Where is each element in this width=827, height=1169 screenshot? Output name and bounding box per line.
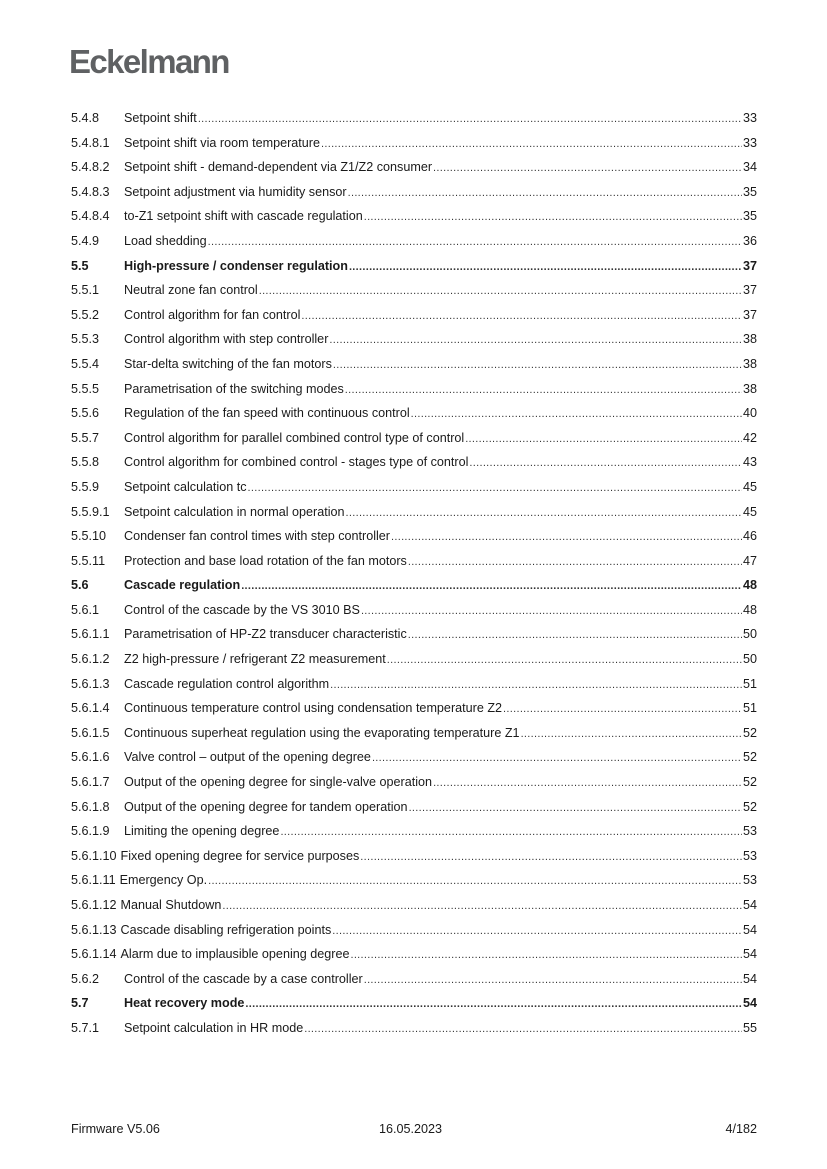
toc-section-title[interactable]: Setpoint calculation in HR mode xyxy=(124,1020,304,1035)
toc-page-number[interactable]: 54 xyxy=(742,947,757,962)
toc-dot-leader xyxy=(248,479,742,497)
toc-section-title[interactable]: Control of the cascade by the VS 3010 BS xyxy=(124,602,360,617)
toc-entry[interactable] xyxy=(71,527,757,552)
toc-section-title[interactable]: Load shedding xyxy=(124,233,207,248)
toc-page-number[interactable]: 54 xyxy=(742,922,757,937)
toc-entry[interactable] xyxy=(71,183,757,208)
toc-page-number[interactable]: 40 xyxy=(742,406,757,421)
toc-dot-leader xyxy=(350,946,742,964)
toc-section-number: 5.6.1.11 xyxy=(71,873,116,888)
toc-dot-leader xyxy=(198,110,742,128)
toc-section-number: 5.6.1.5 xyxy=(71,725,110,740)
toc-section-number: 5.4.8 xyxy=(71,111,100,125)
toc-section-title[interactable]: Emergency Op. xyxy=(119,873,208,888)
toc-section-title[interactable]: Setpoint adjustment via humidity sensor xyxy=(124,184,347,199)
toc-section-number: 5.5.5 xyxy=(71,381,100,396)
toc-section-number: 5.5.2 xyxy=(71,307,100,322)
toc-page-number[interactable]: 38 xyxy=(742,381,757,396)
toc-section-number: 5.6.1.1 xyxy=(71,627,110,642)
toc-dot-leader xyxy=(222,897,742,915)
toc-page-number[interactable]: 50 xyxy=(742,652,757,667)
toc-section-number: 5.7.1 xyxy=(71,1020,100,1035)
toc-page-number[interactable]: 52 xyxy=(742,725,757,740)
toc-page-number[interactable]: 53 xyxy=(742,824,757,839)
toc-entry[interactable] xyxy=(71,945,757,970)
toc-dot-leader xyxy=(348,184,742,202)
toc-section-number: 5.6.1.10 xyxy=(71,848,117,863)
toc-section-title[interactable]: Alarm due to implausible opening degree xyxy=(120,947,350,962)
toc-dot-leader xyxy=(469,454,742,472)
toc-dot-leader xyxy=(408,626,742,644)
toc-entry[interactable] xyxy=(71,773,757,798)
toc-entry[interactable] xyxy=(71,601,757,626)
table-of-contents xyxy=(71,109,757,1044)
toc-section-title[interactable]: Parametrisation of HP-Z2 transducer characteristic xyxy=(124,627,407,642)
toc-entry[interactable] xyxy=(71,625,757,650)
toc-section-number: 5.5.4 xyxy=(71,356,100,371)
toc-page-number[interactable]: 37 xyxy=(742,258,757,273)
toc-page-number[interactable]: 47 xyxy=(742,553,757,568)
toc-entry[interactable] xyxy=(71,404,757,429)
toc-dot-leader xyxy=(346,504,742,522)
toc-section-number: 5.5.9.1 xyxy=(71,504,110,519)
toc-dot-leader xyxy=(521,725,742,743)
toc-entry[interactable] xyxy=(71,970,757,995)
toc-dot-leader xyxy=(241,577,742,595)
toc-page-number[interactable]: 33 xyxy=(742,135,757,150)
toc-section-title[interactable]: Control algorithm for combined control - stages type of control xyxy=(124,455,469,470)
toc-entry[interactable] xyxy=(71,478,757,503)
toc-section-number: 5.6.1.12 xyxy=(71,898,117,912)
toc-page-number[interactable]: 51 xyxy=(742,676,757,691)
toc-page-number[interactable]: 33 xyxy=(742,111,757,125)
toc-section-title[interactable]: Setpoint shift - demand-dependent via Z1/Z2 consumer xyxy=(124,160,433,175)
toc-page-number[interactable]: 48 xyxy=(742,602,757,617)
toc-entry[interactable] xyxy=(71,503,757,528)
toc-dot-leader xyxy=(409,799,742,817)
toc-section-title[interactable]: Control algorithm for parallel combined control type of control xyxy=(124,430,465,445)
toc-dot-leader xyxy=(372,749,742,767)
toc-dot-leader xyxy=(333,356,742,374)
toc-page-number[interactable]: 38 xyxy=(742,332,757,347)
toc-section-title[interactable]: Continuous superheat regulation using the evaporating temperature Z1 xyxy=(124,725,520,740)
toc-section-title[interactable]: Valve control – output of the opening degree xyxy=(124,750,371,765)
firmware-version: Firmware V5.06 xyxy=(71,1122,160,1136)
toc-section-title[interactable]: Regulation of the fan speed with continuous control xyxy=(124,406,410,421)
toc-dot-leader xyxy=(349,258,742,276)
toc-section-number: 5.6.1.3 xyxy=(71,676,110,691)
toc-entry[interactable] xyxy=(71,134,757,159)
toc-entry[interactable] xyxy=(71,1019,757,1044)
toc-section-title[interactable]: Output of the opening degree for single-valve operation xyxy=(124,775,433,790)
toc-section-title[interactable]: Heat recovery mode xyxy=(124,996,245,1011)
toc-section-number: 5.6.1.7 xyxy=(71,775,110,790)
toc-entry[interactable] xyxy=(71,330,757,355)
toc-section-title[interactable]: Protection and base load rotation of the fan motors xyxy=(124,553,407,568)
toc-dot-leader xyxy=(465,430,742,448)
toc-section-number: 5.6 xyxy=(71,578,89,593)
toc-entry[interactable] xyxy=(71,158,757,183)
toc-entry[interactable] xyxy=(71,207,757,232)
toc-dot-leader xyxy=(345,381,742,399)
toc-section-title[interactable]: Star-delta switching of the fan motors xyxy=(124,356,332,371)
toc-page-number[interactable]: 34 xyxy=(742,160,757,175)
toc-section-number: 5.5.7 xyxy=(71,430,100,445)
toc-section-number: 5.4.9 xyxy=(71,233,100,248)
toc-entry[interactable] xyxy=(71,429,757,454)
toc-dot-leader xyxy=(361,602,742,620)
toc-page-number[interactable]: 38 xyxy=(742,356,757,371)
toc-dot-leader xyxy=(433,774,742,792)
toc-entry[interactable] xyxy=(71,847,757,872)
toc-entry[interactable] xyxy=(71,871,757,896)
toc-entry[interactable] xyxy=(71,699,757,724)
toc-page-number[interactable]: 37 xyxy=(742,283,757,298)
toc-section-title[interactable]: Parametrisation of the switching modes xyxy=(124,381,344,396)
toc-entry[interactable] xyxy=(71,552,757,577)
toc-page-number[interactable]: 52 xyxy=(742,775,757,790)
toc-section-number: 5.6.2 xyxy=(71,971,100,986)
toc-section-number: 5.4.8.3 xyxy=(71,184,110,199)
toc-dot-leader xyxy=(280,823,742,841)
toc-entry[interactable] xyxy=(71,724,757,749)
toc-section-number: 5.5.11 xyxy=(71,553,106,568)
toc-page-number[interactable]: 55 xyxy=(742,1020,757,1035)
toc-dot-leader xyxy=(408,553,742,571)
toc-page-number[interactable]: 36 xyxy=(742,233,757,248)
page-number: 4/182 xyxy=(725,1122,757,1136)
toc-entry[interactable] xyxy=(71,257,757,282)
toc-section-title[interactable]: to-Z1 setpoint shift with cascade regulation xyxy=(124,209,363,224)
toc-dot-leader xyxy=(321,135,742,153)
toc-page-number[interactable]: 54 xyxy=(742,996,757,1011)
toc-section-title[interactable]: Manual Shutdown xyxy=(120,898,222,912)
toc-entry[interactable] xyxy=(71,921,757,946)
toc-page-number[interactable]: 51 xyxy=(742,701,757,716)
toc-dot-leader xyxy=(259,282,742,300)
toc-section-title[interactable]: Control of the cascade by a case controller xyxy=(124,971,363,986)
toc-page-number[interactable]: 54 xyxy=(742,898,757,912)
toc-dot-leader xyxy=(503,700,742,718)
toc-entry[interactable] xyxy=(71,650,757,675)
toc-section-title[interactable]: Limiting the opening degree xyxy=(124,824,280,839)
toc-page-number[interactable]: 52 xyxy=(742,750,757,765)
toc-page-number[interactable]: 35 xyxy=(742,209,757,224)
toc-section-title[interactable]: High-pressure / condenser regulation xyxy=(124,258,348,273)
toc-section-title[interactable]: Setpoint shift via room temperature xyxy=(124,135,320,150)
toc-entry[interactable] xyxy=(71,380,757,405)
toc-page-number[interactable]: 46 xyxy=(742,529,757,544)
toc-entry[interactable] xyxy=(71,355,757,380)
toc-entry[interactable] xyxy=(71,748,757,773)
toc-section-number: 5.4.8.1 xyxy=(71,135,110,150)
toc-entry[interactable] xyxy=(71,281,757,306)
toc-section-title[interactable]: Setpoint calculation in normal operation xyxy=(124,504,345,519)
toc-entry[interactable] xyxy=(71,822,757,847)
toc-dot-leader xyxy=(364,208,742,226)
toc-page-number[interactable]: 35 xyxy=(742,184,757,199)
toc-dot-leader xyxy=(360,848,742,866)
toc-entry[interactable] xyxy=(71,453,757,478)
toc-section-title[interactable]: Control algorithm with step controller xyxy=(124,332,329,347)
toc-page-number[interactable]: 53 xyxy=(742,873,757,888)
toc-section-title[interactable]: Control algorithm for fan control xyxy=(124,307,301,322)
toc-dot-leader xyxy=(208,872,742,890)
toc-section-number: 5.5.10 xyxy=(71,529,107,544)
toc-section-title[interactable]: Cascade disabling refrigeration points xyxy=(120,922,332,937)
toc-entry[interactable] xyxy=(71,306,757,331)
toc-dot-leader xyxy=(364,971,742,989)
toc-page-number[interactable]: 43 xyxy=(742,455,757,470)
toc-section-title[interactable]: Z2 high-pressure / refrigerant Z2 measurement xyxy=(124,652,386,667)
toc-entry[interactable] xyxy=(71,798,757,823)
toc-section-title[interactable]: Fixed opening degree for service purposes xyxy=(120,848,360,863)
toc-dot-leader xyxy=(411,405,742,423)
toc-entry[interactable] xyxy=(71,896,757,921)
toc-section-number: 5.5.6 xyxy=(71,406,100,421)
toc-section-number: 5.7 xyxy=(71,996,89,1011)
toc-section-title[interactable]: Cascade regulation xyxy=(124,578,241,593)
toc-entry[interactable] xyxy=(71,675,757,700)
toc-section-number: 5.5 xyxy=(71,258,89,273)
toc-page-number[interactable]: 42 xyxy=(742,430,757,445)
toc-section-number: 5.5.9 xyxy=(71,479,100,494)
toc-dot-leader xyxy=(387,651,742,669)
toc-section-number: 5.6.1 xyxy=(71,602,100,617)
toc-section-number: 5.6.1.2 xyxy=(71,652,110,667)
toc-section-title[interactable]: Cascade regulation control algorithm xyxy=(124,676,330,691)
document-date: 16.05.2023 xyxy=(379,1122,443,1136)
toc-dot-leader xyxy=(301,307,742,325)
toc-entry[interactable] xyxy=(71,109,757,134)
toc-section-title[interactable]: Output of the opening degree for tandem operation xyxy=(124,799,408,814)
toc-page-number[interactable]: 45 xyxy=(742,479,757,494)
toc-page-number[interactable]: 37 xyxy=(742,307,757,322)
toc-page-number[interactable]: 53 xyxy=(742,848,757,863)
toc-dot-leader xyxy=(245,995,742,1013)
toc-section-title[interactable]: Setpoint shift xyxy=(124,111,197,125)
toc-section-title[interactable]: Setpoint calculation tc xyxy=(124,479,247,494)
toc-entry[interactable] xyxy=(71,994,757,1019)
toc-dot-leader xyxy=(208,233,742,251)
toc-section-number: 5.5.3 xyxy=(71,332,100,347)
toc-page-number[interactable]: 50 xyxy=(742,627,757,642)
toc-dot-leader xyxy=(330,676,742,694)
toc-dot-leader xyxy=(332,922,742,940)
toc-section-number: 5.6.1.14 xyxy=(71,947,117,962)
toc-page-number[interactable]: 54 xyxy=(742,971,757,986)
toc-dot-leader xyxy=(391,528,742,546)
toc-section-number: 5.6.1.4 xyxy=(71,701,110,716)
toc-section-number: 5.6.1.6 xyxy=(71,750,110,765)
toc-section-number: 5.4.8.2 xyxy=(71,160,110,175)
toc-section-number: 5.4.8.4 xyxy=(71,209,110,224)
toc-entry[interactable] xyxy=(71,232,757,257)
toc-page-number[interactable]: 45 xyxy=(742,504,757,519)
toc-section-title[interactable]: Neutral zone fan control xyxy=(124,283,258,298)
toc-section-title[interactable]: Condenser fan control times with step controller xyxy=(124,529,390,544)
toc-dot-leader xyxy=(329,331,742,349)
toc-dot-leader xyxy=(433,159,742,177)
toc-section-number: 5.5.1 xyxy=(71,283,100,298)
toc-page-number[interactable]: 48 xyxy=(742,578,757,593)
toc-page-number[interactable]: 52 xyxy=(742,799,757,814)
toc-dot-leader xyxy=(304,1020,742,1038)
toc-section-number: 5.6.1.13 xyxy=(71,922,117,937)
company-logo: Eckelmann xyxy=(69,43,229,80)
page-footer xyxy=(71,1122,757,1136)
toc-entry[interactable] xyxy=(71,576,757,601)
toc-section-number: 5.6.1.9 xyxy=(71,824,110,839)
toc-section-number: 5.5.8 xyxy=(71,455,100,470)
toc-section-number: 5.6.1.8 xyxy=(71,799,110,814)
toc-section-title[interactable]: Continuous temperature control using condensation temperature Z2 xyxy=(124,701,503,716)
